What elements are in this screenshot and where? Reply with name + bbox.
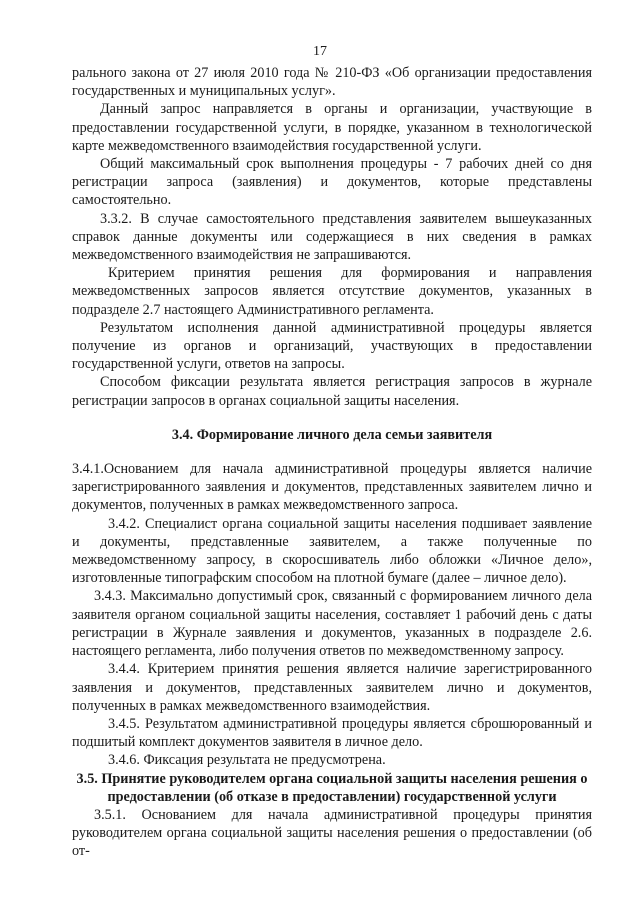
paragraph: Результатом исполнения данной административной процедуры является получение из органов и организаций, участвующих в предоставлении государственной услуги, ответов на запросы. xyxy=(72,319,592,373)
paragraph: Критерием принятия решения для формирования и направления межведомственных запросов является отсутствие документов, указанных в подразделе 2.7 настоящего Административного регламента. xyxy=(72,265,592,318)
page-number: 17 xyxy=(313,44,327,59)
paragraph: 3.5.1. Основанием для начала административной процедуры принятия руководителем органа социальной защиты населения решения о предоставлении (об от- xyxy=(72,806,592,860)
paragraph: Данный запрос направляется в органы и организации, участвующие в предоставлении государственной услуги, в порядке, указанном в технологической карте межведомственного взаимодействия государственной услуги. xyxy=(72,101,592,154)
paragraph: 3.4.3. Максимально допустимый срок, связанный с формированием личного дела заявителя органом социальной защиты населения, составляет 1 рабочий день с даты регистрации в Журнале заявления и документов, указанных в подразделе 2.6. настоящего регламента, либо получения ответов по межведомственному запросу. xyxy=(72,588,592,660)
paragraph: Способом фиксации результата является регистрация запросов в журнале регистрации запросов в органах социальной защиты населения. xyxy=(72,374,592,409)
paragraph: 3.4.6. Фиксация результата не предусмотрена. xyxy=(108,752,386,769)
paragraph: 3.4.2. Специалист органа социальной защиты населения подшивает заявление и документы, представленные заявителем, а также полученные по межведомственному запросу, в скоросшиватель либо обложки «Личное дело», изготовленные типографским способом на плотной бумаге (далее – личное дело). xyxy=(72,515,592,587)
document-body xyxy=(72,64,592,861)
paragraph: 3.3.2. В случае самостоятельного представления заявителем вышеуказанных справок данные документы или содержащиеся в них сведения в рамках межведомственного взаимодействия не запрашиваются. xyxy=(72,210,592,264)
paragraph: рального закона от 27 июля 2010 года № 210-ФЗ «Об организации предоставления государственных и муниципальных услуг». xyxy=(72,65,592,100)
paragraph: 3.4.1.Основанием для начала административной процедуры является наличие зарегистрированного заявления и документов, представленных заявителем лично и документов, полученных в рамках межведомственного запроса. xyxy=(72,461,592,514)
section-heading-3-5: 3.5. Принятие руководителем органа социальной защиты населения решения о предоставлении (об отказе в предоставлении) государственной услуги xyxy=(76,770,588,805)
section-heading-3-4: 3.4. Формирование личного дела семьи заявителя xyxy=(171,426,493,443)
paragraph: 3.4.5. Результатом административной процедуры является сброшюрованный и подшитый комплект документов заявителя в личное дело. xyxy=(72,715,592,751)
paragraph: 3.4.4. Критерием принятия решения является наличие зарегистрированного заявления и документов, представленных заявителем лично и документов, полученных в рамках межведомственного взаимодействия. xyxy=(72,661,592,714)
paragraph: Общий максимальный срок выполнения процедуры - 7 рабочих дней со дня регистрации запроса (заявления) и документов, которые представлены самостоятельно. xyxy=(72,156,592,209)
